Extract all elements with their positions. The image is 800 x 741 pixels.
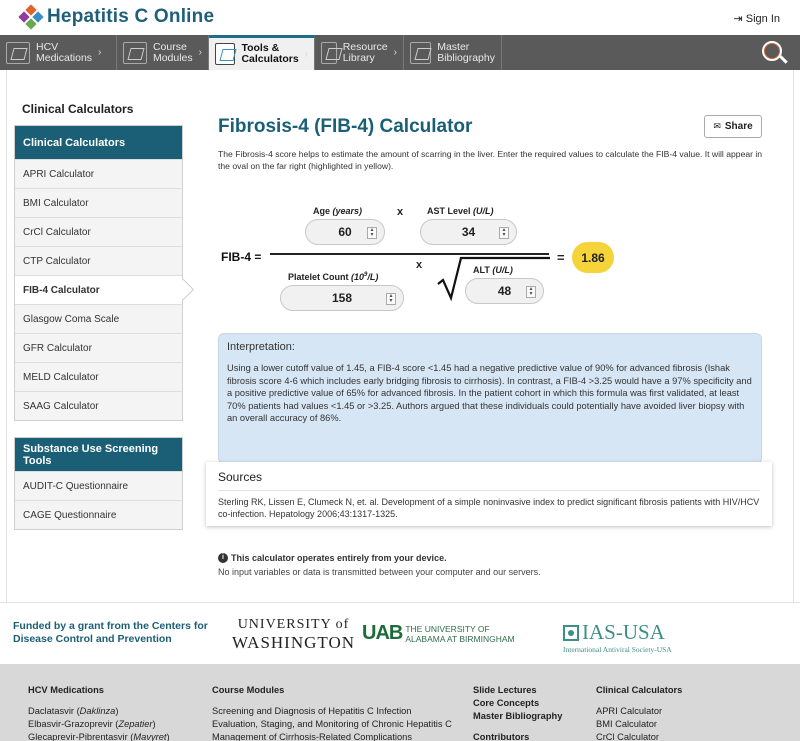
interpretation-panel (218, 333, 762, 464)
multiply-sign: x (397, 206, 404, 218)
sources-body: Sterling RK, Lissen E, Clumeck N, et. al. Development of a simple noninvasive index to predict significant fibrosis patients with HIV/HCV co-infection. Hepatology 2006;43:1317-1325. (218, 497, 760, 519)
sign-in-icon: ⇥ (733, 13, 743, 25)
share-button[interactable] (704, 115, 762, 138)
chevron-right-icon: › (393, 47, 397, 58)
site-logo[interactable] (20, 6, 214, 28)
fraction-line (270, 253, 549, 255)
site-footer (0, 664, 800, 741)
nav-resource-library[interactable] (315, 35, 404, 70)
nav-tools-calculators[interactable] (209, 35, 315, 70)
footer-link[interactable]: Evaluation, Staging, and Monitoring of Chronic Hepatitis C (212, 719, 452, 729)
funding-text: Funded by a grant from the Centers for Disease Control and Prevention (13, 620, 208, 645)
footer-link[interactable]: Core Concepts (473, 698, 540, 708)
uw-logo-line1: UNIVERSITY of (237, 617, 350, 632)
sidebar-item-audit-c[interactable]: AUDIT-C Questionnaire (15, 471, 182, 500)
sidebar-item-saag[interactable]: SAAG Calculator (15, 391, 182, 420)
sources-heading: Sources (218, 470, 760, 491)
nav-label: HCV Medications (36, 40, 93, 64)
ias-logo-name: IAS-USA (582, 620, 665, 644)
spinner-icon[interactable]: ▴ ▾ (499, 227, 509, 239)
sign-in-link[interactable] (734, 12, 780, 25)
top-header (0, 0, 800, 35)
nav-label: Course Modules (152, 40, 193, 64)
footer-col-calculators (596, 684, 682, 741)
age-label: Age (years) (313, 206, 363, 216)
footer-link[interactable]: Contributors (473, 732, 530, 741)
share-label: Share (724, 121, 753, 132)
footer-link[interactable]: CrCl Calculator (596, 732, 660, 741)
sidebar-item-cage[interactable]: CAGE Questionnaire (15, 500, 182, 529)
sidebar-item-apri[interactable]: APRI Calculator (15, 159, 182, 188)
interpretation-heading: Interpretation: (227, 341, 295, 353)
sidebar-item-ctp[interactable]: CTP Calculator (15, 246, 182, 275)
footer-link[interactable]: Management of Cirrhosis-Related Complications (212, 732, 412, 741)
book-icon (123, 42, 147, 64)
sidebar-group-substance (14, 437, 183, 530)
page-title: Fibrosis-4 (FIB-4) Calculator (218, 116, 473, 137)
multiply-sign: x (416, 259, 423, 271)
envelope-icon: ✉ (713, 121, 721, 131)
sidebar-item-gfr[interactable]: GFR Calculator (15, 333, 182, 362)
uw-logo[interactable] (232, 617, 355, 653)
footer-col-links (473, 684, 562, 741)
footer-link[interactable]: Daclatasvir (Daklinza) (28, 706, 119, 716)
footer-link[interactable]: Slide Lectures (473, 685, 537, 695)
sign-in-label: Sign In (745, 12, 780, 25)
nav-label: Master Bibliography (437, 40, 495, 64)
library-icon (410, 42, 431, 64)
spinner-icon[interactable]: ▴ ▾ (386, 293, 396, 305)
sidebar (14, 125, 183, 546)
privacy-note-detail: No input variables or data is transmitted between your computer and our servers. (218, 567, 541, 577)
footer-col-modules (212, 684, 452, 741)
privacy-note-text: This calculator operates entirely from your device. (231, 553, 447, 563)
footer-heading: Course Modules (212, 685, 285, 695)
uab-logo[interactable] (362, 622, 515, 645)
funding-bar (0, 602, 800, 664)
footer-link[interactable]: APRI Calculator (596, 706, 663, 716)
footer-link[interactable]: Elbasvir-Grazoprevir (Zepatier) (28, 719, 156, 729)
equals-sign: = (557, 250, 565, 265)
intro-text: The Fibrosis-4 score helps to estimate the amount of scarring in the liver. Enter the required values to calculate the FIB-4 value. It will appear in the oval on the far right (highlighted in yellow). (218, 149, 763, 171)
monitor-icon (321, 42, 337, 64)
platelet-value: 158 (331, 291, 353, 305)
footer-col-medications (28, 684, 170, 741)
sidebar-item-glasgow[interactable]: Glasgow Coma Scale (15, 304, 182, 333)
footer-link[interactable]: Screening and Diagnosis of Hepatitis C Infection (212, 706, 412, 716)
sidebar-item-crcl[interactable]: CrCl Calculator (15, 217, 182, 246)
ias-logo-icon (563, 625, 579, 641)
footer-link[interactable]: BMI Calculator (596, 719, 657, 729)
alt-label: ALT (U/L) (473, 265, 513, 275)
footer-heading: Clinical Calculators (596, 685, 683, 695)
nav-label: Resource Library (342, 40, 388, 64)
sidebar-item-meld[interactable]: MELD Calculator (15, 362, 182, 391)
uw-logo-line2: WASHINGTON (232, 633, 356, 652)
footer-heading: HCV Medications (28, 685, 104, 695)
footer-link[interactable]: Glecaprevir-Pibrentasvir (Mavyret) (28, 732, 170, 741)
ast-value: 34 (461, 225, 476, 239)
fib4-formula-label: FIB-4 = (221, 250, 262, 264)
info-icon: i (218, 553, 228, 563)
age-value: 60 (338, 225, 352, 239)
uab-logo-text: THE UNIVERSITY OF ALABAMA AT BIRMINGHAM (405, 623, 515, 644)
ast-label: AST Level (U/L) (427, 206, 494, 216)
sources-panel (206, 462, 772, 526)
ias-usa-logo[interactable] (563, 620, 672, 654)
chevron-right-icon: › (98, 47, 102, 58)
ias-logo-subtitle: International Antiviral Society-USA (563, 645, 672, 654)
nav-hcv-medications[interactable] (0, 35, 117, 70)
alt-value: 48 (497, 284, 512, 298)
sidebar-item-bmi[interactable]: BMI Calculator (15, 188, 182, 217)
search-button[interactable] (760, 39, 788, 67)
spinner-icon[interactable]: ▴ ▾ (367, 227, 377, 239)
platelet-label: Platelet Count $(10^9/L)$ (288, 272, 379, 282)
calculator-icon (215, 43, 235, 65)
fib4-result: 1.86 (572, 242, 614, 273)
spinner-icon[interactable]: ▴ ▾ (526, 286, 536, 298)
alt-input[interactable] (465, 278, 544, 304)
interpretation-body: Using a lower cutoff value of 1.45, a FIB-4 score <1.45 had a negative predictive value of 90% for advanced fibrosis (Ishak fibrosis score 4-6 which includes early bridging fibrosis to cirrhosis). In contrast, a FIB-4 >3.25 would have a 97% specificity and a positive predictive value of 65% for advanced fibrosis. In the patient cohort in which this formula was first validated, at least 70% patients had values <1.45 or >3.25. Authors argued that these individuals could potentially have avoided liver biopsy with an overall accuracy of 86%. (227, 363, 752, 424)
chevron-right-icon: › (198, 47, 202, 58)
main-nav (0, 35, 800, 70)
sidebar-title: Clinical Calculators (22, 102, 134, 116)
logo-icon (20, 6, 42, 28)
sidebar-item-fib4[interactable]: FIB-4 Calculator (15, 275, 182, 304)
search-icon-handle (779, 55, 787, 63)
capsule-icon (6, 42, 30, 64)
sidebar-group-heading: Substance Use Screening Tools (15, 438, 182, 471)
platelet-input[interactable] (280, 285, 404, 311)
age-input[interactable] (305, 219, 385, 245)
ast-input[interactable] (420, 219, 517, 245)
footer-link[interactable]: Master Bibliography (473, 711, 563, 721)
uab-logo-mark: UAB (362, 622, 403, 644)
sidebar-group-heading: Clinical Calculators (15, 126, 182, 159)
nav-course-modules[interactable] (117, 35, 209, 70)
nav-label: Tools & Calculators (241, 42, 299, 65)
sidebar-group-clinical (14, 125, 183, 421)
nav-master-bibliography[interactable] (404, 35, 502, 70)
logo-text: Hepatitis C Online (47, 6, 215, 27)
chevron-right-icon: › (304, 48, 308, 60)
privacy-note (218, 553, 447, 563)
